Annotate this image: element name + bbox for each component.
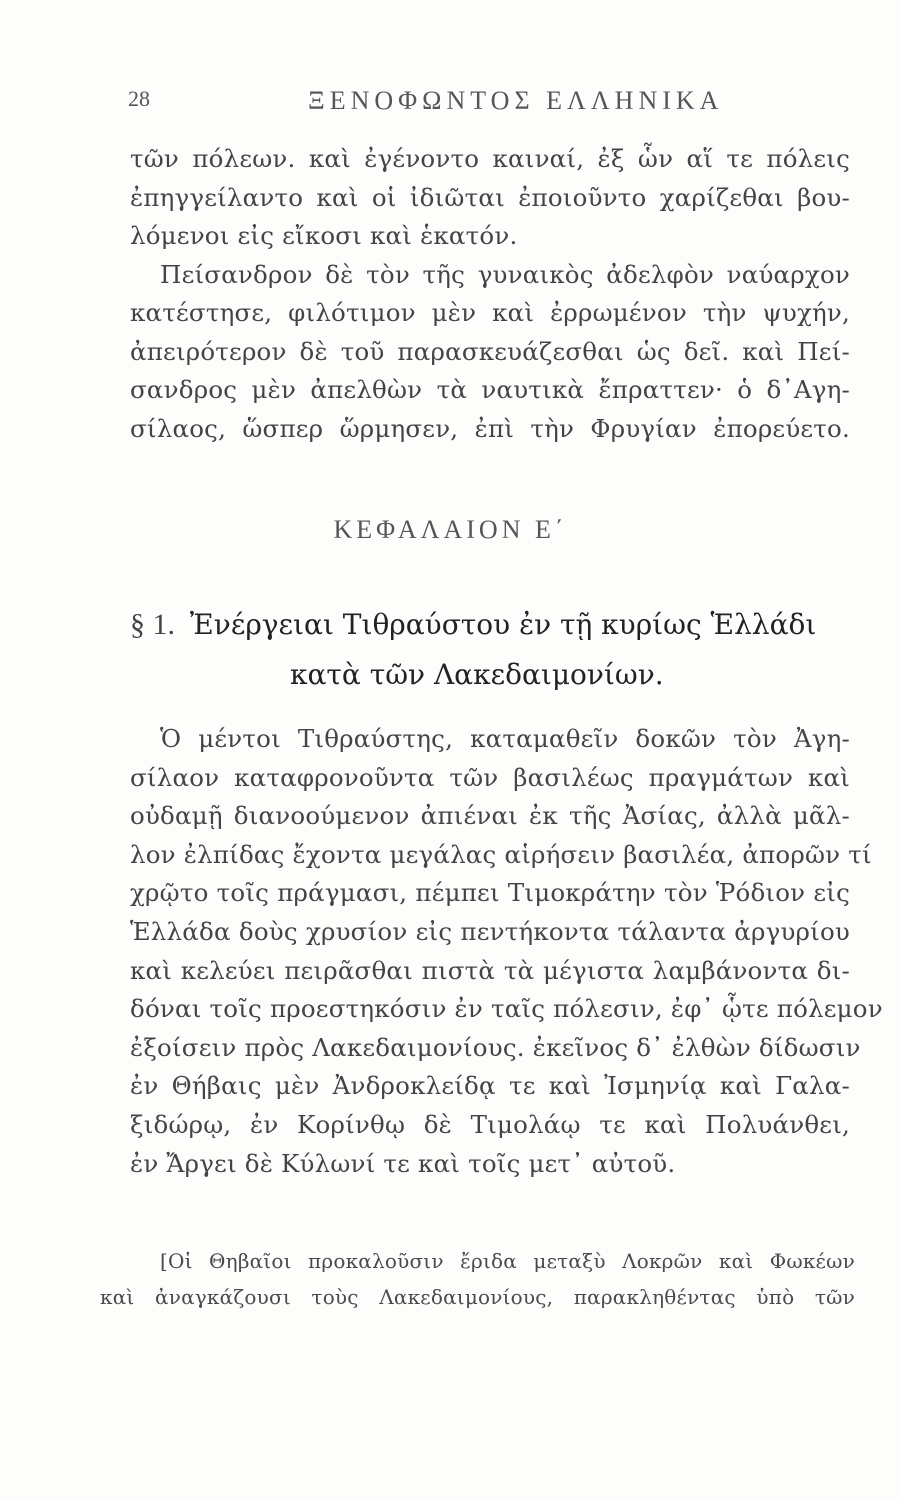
section-title-line-2: κατὰ τῶν Λακεδαιμονίων. (290, 658, 664, 691)
text-line: οὐδαμῇ διανοούμενον ἀπιέναι ἐκ τῆς Ἀσίας, ἀλλὰ μᾶλ- (130, 801, 850, 831)
text-line: ἀπειρότερον δὲ τοῦ παρασκευάζεσθαι ὡς δεῖ. καὶ Πεί- (130, 336, 850, 366)
text-line: λον ἐλπίδας ἔχοντα μεγάλας αἱρήσειν βασιλέα, ἀπορῶν τί (130, 839, 872, 869)
text-line: ξιδώρῳ, ἐν Κορίνθῳ δὲ Τιμολάῳ τε καὶ Πολυάνθει, (130, 1109, 850, 1139)
text-line: ἐν Θήβαις μὲν Ἀνδροκλείδᾳ τε καὶ Ἰσμηνίᾳ καὶ Γαλα- (130, 1071, 850, 1101)
text-line: ἐξοίσειν πρὸς Λακεδαιμονίους. ἐκεῖνος δ᾽ ἐλθὼν δίδωσιν (130, 1032, 861, 1062)
running-head (128, 86, 848, 126)
text-line: σανδρος μὲν ἀπελθὼν τὰ ναυτικὰ ἔπραττεν· ὁ δ᾽Αγη- (130, 375, 850, 404)
section-number: § 1. (130, 608, 175, 641)
text-line: χρῷτο τοῖς πράγμασι, πέμπει Τιμοκράτην τὸν Ῥόδιον εἰς (130, 878, 850, 908)
text-block-2 (130, 720, 883, 1183)
chapter-heading: ΚΕΦΑΛΑΙΟΝ Ε΄ (333, 515, 568, 544)
text-line: κατέστησε, φιλότιμον μὲν καὶ ἐρρωμένον τὴν ψυχήν, (130, 298, 850, 327)
section-title-line-1 (130, 600, 850, 650)
section-title-text: Ἐνέργειαι Τιθραύστου ἐν τῇ κυρίως Ἑλλάδι (189, 608, 817, 641)
text-line: ἐν Ἄργει δὲ Κύλωνί τε καὶ τοῖς μετ᾽ αὐτοῦ. (130, 1148, 676, 1178)
running-title: ΞΕΝΟΦΩΝΤΟΣ ΕΛΛΗΝΙΚΑ (308, 86, 724, 115)
text-line: Πείσανδρον δὲ τὸν τῆς γυναικὸς ἀδελφὸν ναύαρχον (160, 259, 850, 289)
page-number: 28 (128, 86, 150, 111)
text-line: δόναι τοῖς προεστηκόσιν ἐν ταῖς πόλεσιν, ἐφ᾽ ᾧτε πόλεμον (130, 994, 883, 1024)
section-heading (130, 600, 850, 700)
summary-line: καὶ ἀναγκάζουσι τοὺς Λακεδαιμονίους, παρακληθέντας ὑπὸ τῶν (100, 1285, 855, 1309)
text-line: λόμενοι εἰς εἴκοσι καὶ ἑκατόν. (130, 221, 518, 250)
text-line: σίλαον καταφρονοῦντα τῶν βασιλέως πραγμάτων καὶ (130, 762, 850, 792)
summary-line: [Οἱ Θηβαῖοι προκαλοῦσιν ἔριδα μεταξὺ Λοκρῶν καὶ Φωκέων (160, 1249, 855, 1273)
text-line: Ἑλλάδα δοὺς χρυσίον εἰς πεντήκοντα τάλαντα ἀργυρίου (130, 916, 850, 946)
text-line: ἐπηγγείλαντο καὶ οἱ ἰδιῶται ἐποιοῦντο χαρίζεθαι βου- (130, 182, 850, 212)
chapter-summary (100, 1243, 855, 1315)
text-line: Ὁ μέντοι Τιθραύστης, καταμαθεῖν δοκῶν τὸν Ἀγη- (160, 724, 850, 753)
text-line: τῶν πόλεων. καὶ ἐγένοντο καιναί, ἐξ ὧν αἵ τε πόλεις (130, 144, 850, 173)
text-line: σίλαος, ὥσπερ ὥρμησεν, ἐπὶ τὴν Φρυγίαν ἐπορεύετο. (130, 413, 850, 443)
text-block-1 (130, 140, 850, 448)
text-line: καὶ κελεύει πειρᾶσθαι πιστὰ τὰ μέγιστα λαμβάνοντα δι- (130, 955, 850, 985)
